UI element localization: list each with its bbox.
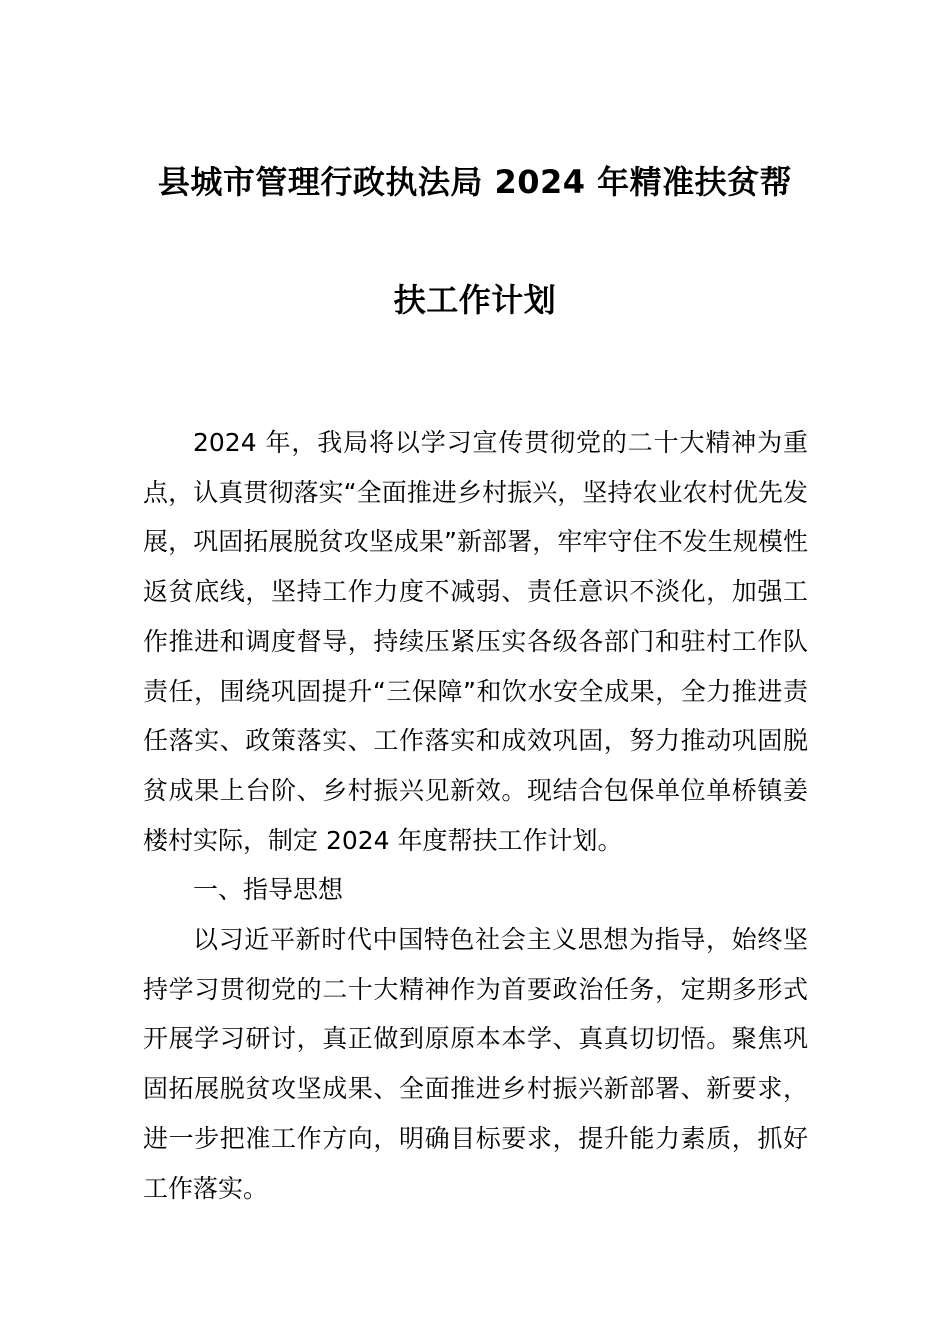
document-title-line-2: 扶工作计划 [393, 281, 557, 319]
document-body [143, 418, 808, 1213]
section-heading-guiding-ideology: 一、指导思想 [193, 875, 344, 905]
intro-paragraph: 2024 年，我局将以学习宣传贯彻党的二十大精神为重点，认真贯彻落实“全面推进乡村振兴，坚持农业农村优先发展，巩固拓展脱贫攻坚成果”新部署，牢牢守住不发生规模性返贫底线，坚持工作力度不减弱、责任意识不淡化，加强工作推进和调度督导，持续压紧压实各级各部门和驻村工作队责任，围绕巩固提升“三保障”和饮水安全成果，全力推进责任落实、政策落实、工作落实和成效巩固，努力推动巩固脱贫成果上台阶、乡村振兴见新效。现结合包保单位单桥镇姜楼村实际，制定 2024 年度帮扶工作计划。 [143, 428, 808, 855]
guiding-ideology-paragraph: 以习近平新时代中国特色社会主义思想为指导，始终坚持学习贯彻党的二十大精神作为首要政治任务，定期多形式开展学习研讨，真正做到原原本本学、真真切切悟。聚焦巩固拓展脱贫攻坚成果、全面推进乡村振兴新部署、新要求，进一步把准工作方向，明确目标要求，提升能力素质，抓好工作落实。 [143, 925, 808, 1203]
document-title-line-1: 县城市管理行政执法局 2024 年精准扶贫帮 [157, 163, 793, 201]
